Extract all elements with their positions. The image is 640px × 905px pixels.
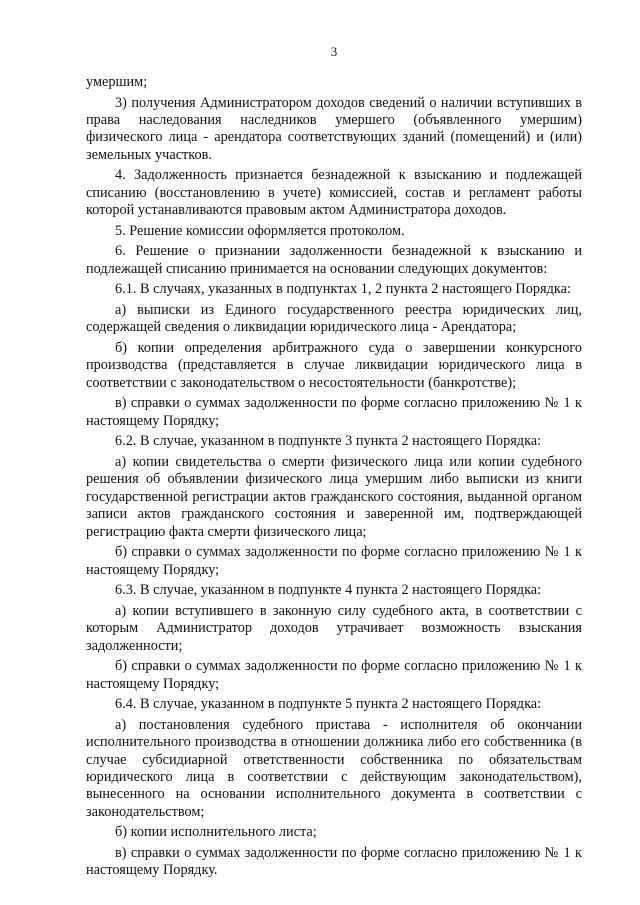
paragraph-item-6-1: 6.1. В случаях, указанных в подпунктах 1, 2 пункта 2 настоящего Порядка: — [115, 281, 571, 298]
paragraph-item-6: 6. Решение о признании задолженности безнадежной к взысканию и подлежащей списанию принимается на основании следующих документов: — [86, 243, 582, 277]
paragraph-item-6-2: 6.2. В случае, указанном в подпункте 3 пункта 2 настоящего Порядка: — [115, 433, 542, 450]
paragraph-6-2-a: а) копии свидетельства о смерти физического лица или копии судебного решения об объявлении физического лица умершим либо выписки из книги государственной регистрации актов гражданского состояния, выданной органом записи актов гражданского состояния и заверенной им, подтверждающей регистрацию факта смерти физического лица; — [86, 454, 582, 540]
paragraph-6-1-v: в) справки о суммах задолженности по форме согласно приложению № 1 к настоящему Порядку; — [86, 395, 582, 429]
paragraph-6-2-b: б) справки о суммах задолженности по форме согласно приложению № 1 к настоящему Порядку; — [86, 544, 582, 578]
paragraph-item-6-4: 6.4. В случае, указанном в подпункте 5 пункта 2 настоящего Порядка: — [115, 696, 542, 713]
paragraph-6-3-b: б) справки о суммах задолженности по форме согласно приложению № 1 к настоящему Порядку; — [86, 658, 582, 692]
paragraph-6-3-a: а) копии вступившего в законную силу судебного акта, в соответствии с которым Администратор доходов утрачивает возможность взыскания задолженности; — [86, 602, 582, 654]
paragraph-6-1-b: б) копии определения арбитражного суда о завершении конкурсного производства (представляется в случае ликвидации юридического лица в соответствии с законодательством о несостоятельности (банкротстве); — [86, 340, 582, 391]
paragraph-6-4-b: б) копии исполнительного листа; — [115, 824, 317, 841]
paragraph-item-4: 4. Задолженность признается безнадежной к взысканию и подлежащей списанию (восстановлению в учете) комиссией, состав и регламент работы которой устанавливаются правовым актом Администратора доходов. — [86, 167, 582, 219]
paragraph-6-4-v: в) справки о суммах задолженности по форме согласно приложению № 1 к настоящему Порядку. — [86, 845, 582, 879]
page-number: 3 — [330, 44, 338, 59]
paragraph-continuation: умершим; — [86, 74, 148, 90]
paragraph-item-6-3: 6.3. В случае, указанном в подпункте 4 пункта 2 настоящего Порядка: — [115, 582, 542, 599]
paragraph-6-1-a: а) выписки из Единого государственного реестра юридических лиц, содержащей сведения о ликвидации юридического лица - Арендатора; — [86, 302, 582, 336]
paragraph-item-5: 5. Решение комиссии оформляется протоколом. — [115, 222, 405, 239]
paragraph-6-4-a: а) постановления судебного пристава - исполнителя об окончании исполнительного производства в отношении должника либо его собственника (в случае субсидиарной ответственности собственника по обязательствам юридического лица в соответствии с действующим законодательством), вынесенного на основании исполнительного документа в соответствии с законодательством; — [86, 716, 582, 820]
paragraph-3-1: 3) получения Администратором доходов сведений о наличии вступивших в права наследования наследников умершего (объявленного умершим) физического лица - арендатора соответствующих зданий (помещений) и (или) земельных участков. — [86, 94, 582, 163]
